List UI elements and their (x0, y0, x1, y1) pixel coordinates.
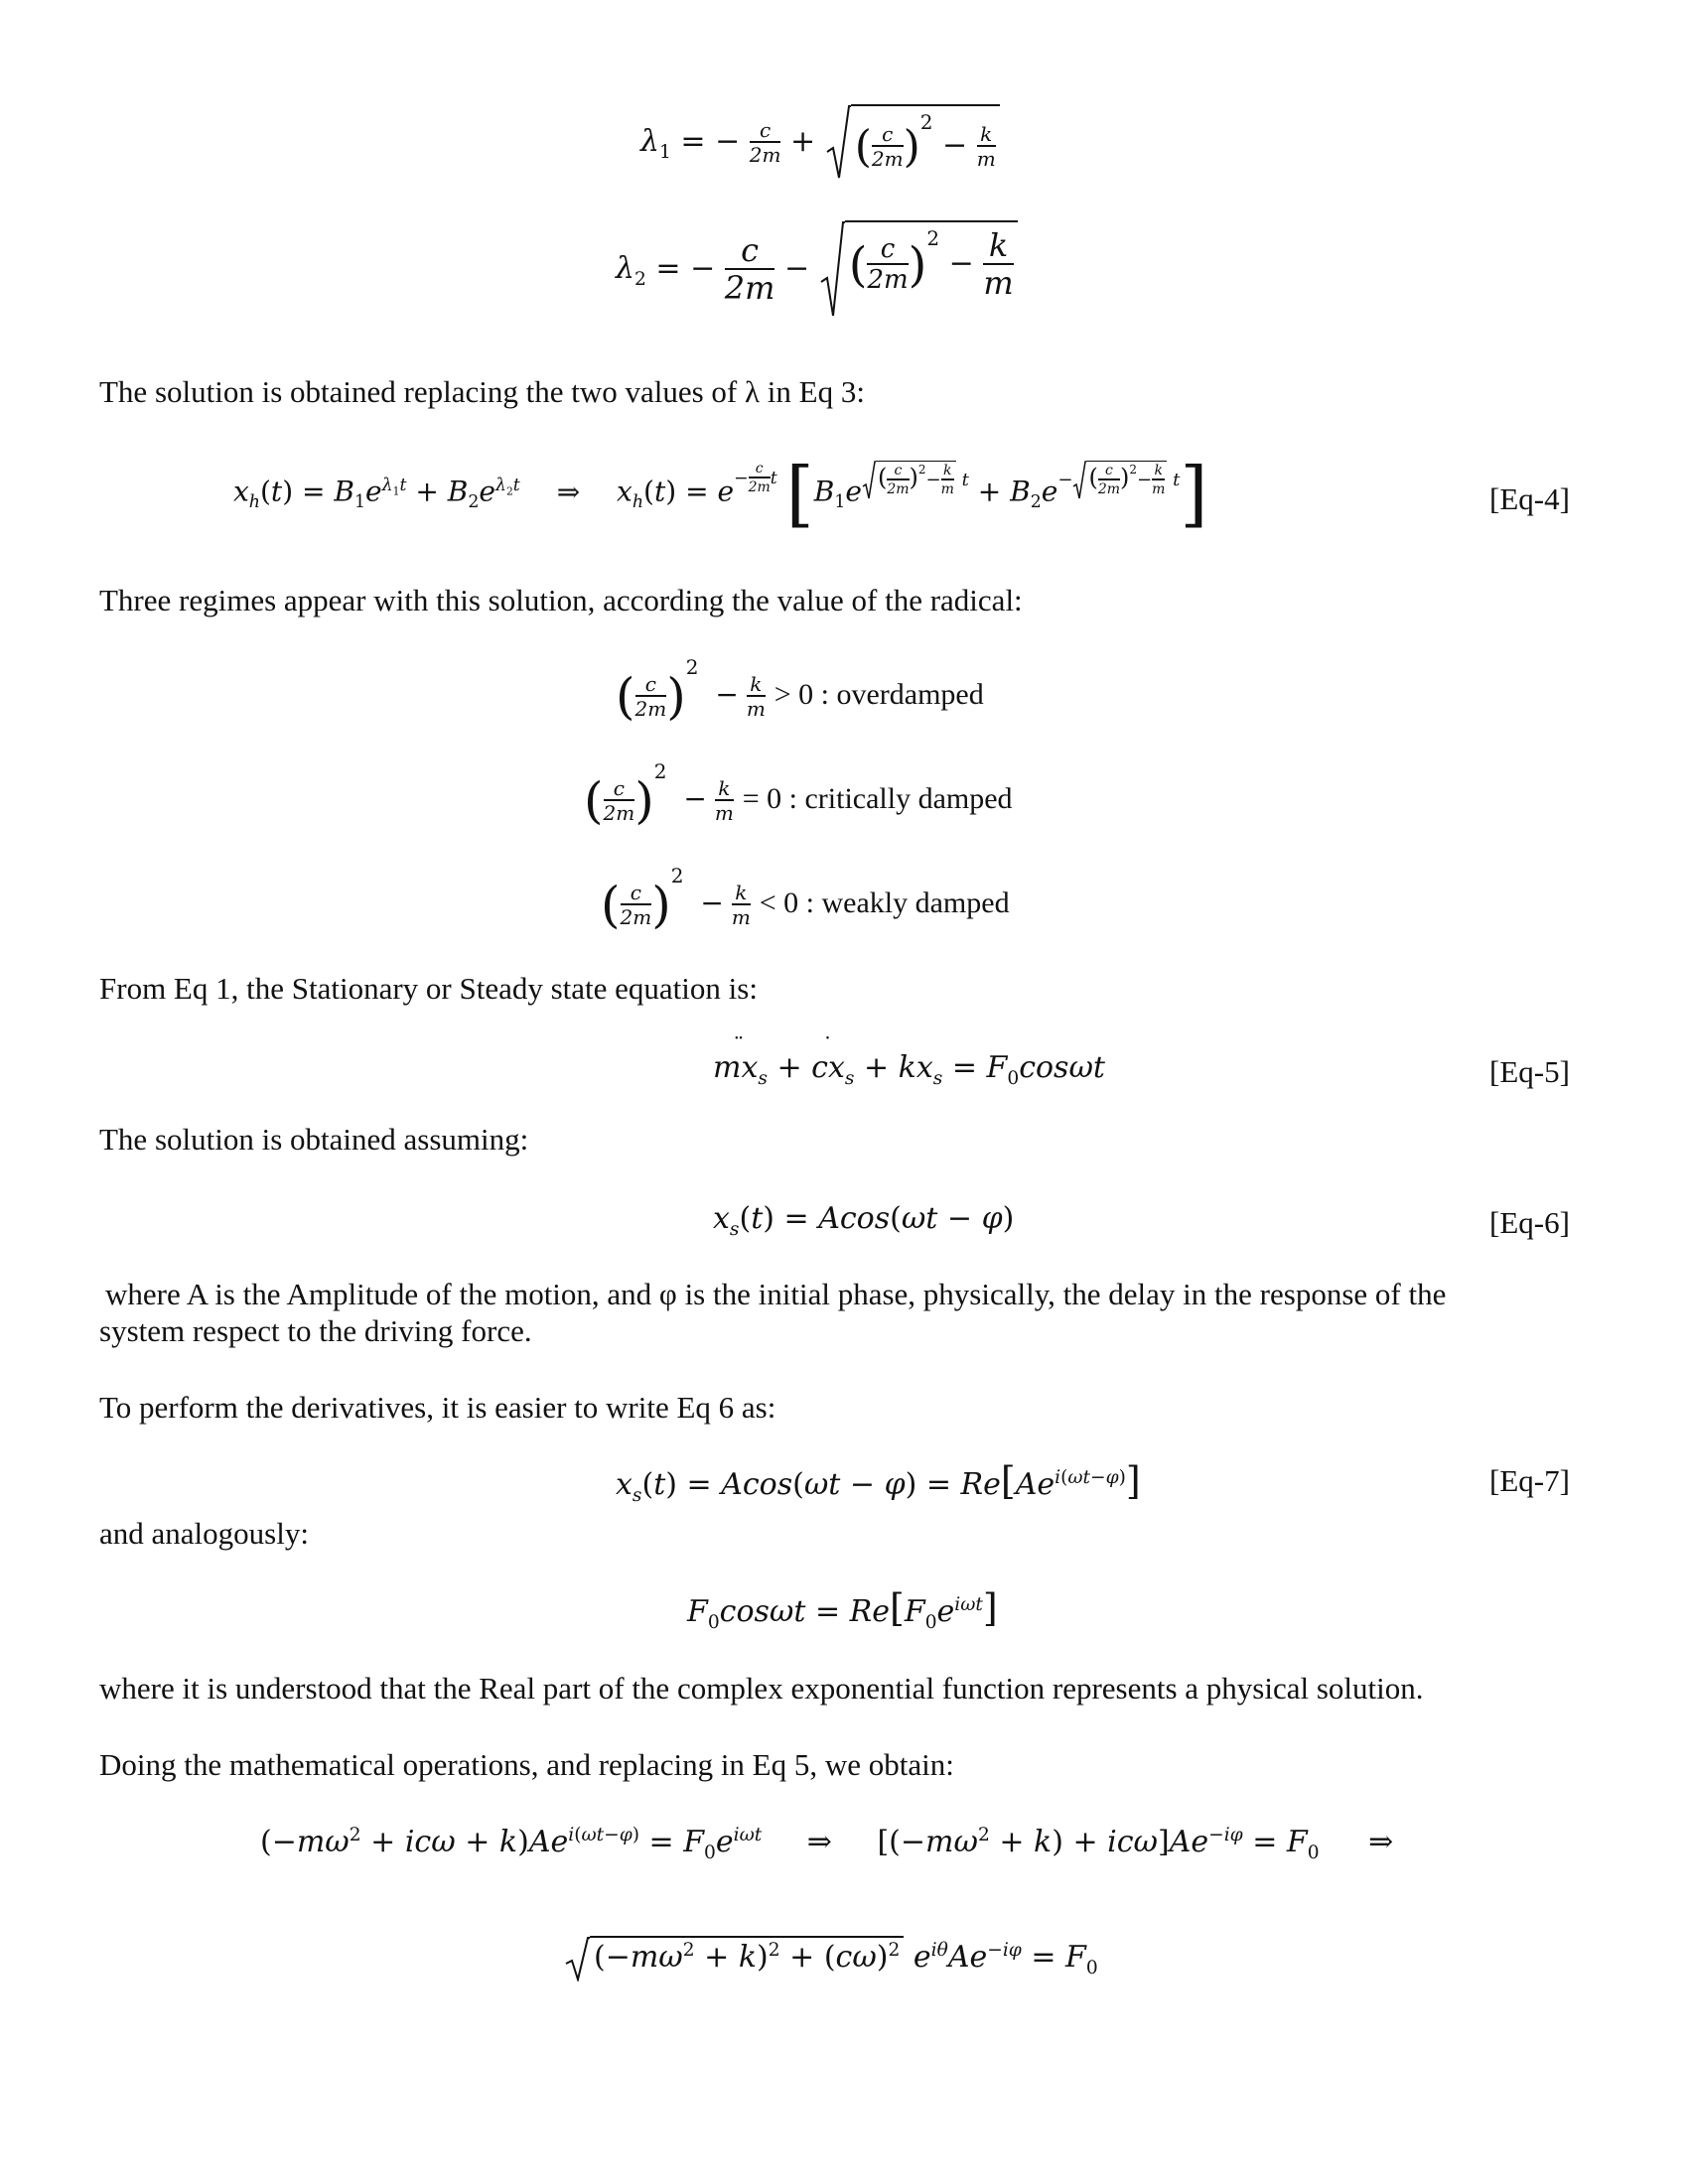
equation-number-eq7: [Eq-7] (1489, 1463, 1570, 1498)
paragraph-amplitude-line2: system respect to the driving force. (99, 1313, 532, 1348)
equation-eq4: $x_h(t) = B_1e^{\lambda_1t} + B_2e^{\lambda_2t}$ ⇒ $x_h(t) = e^{- \frac{c}{2m} t}$ [$B_1e$ $^{( \frac{c}{2m} )^2- \frac{k}{m} t} + B_2e^{- ( \frac{c}{2m} )^2- \frac{k}{m} t}$] (233, 452, 1208, 535)
regime-weakly-damped: ( $\frac{c}{2m}$ )$^2$ − $\frac{k}{m}$ < 0 : weakly damped (601, 864, 1010, 934)
equation-substitution: $(-m\omega^2 + ic\omega + k)Ae^{i(\omega t-\varphi)} = F_0e^{i\omega t}$ ⇒ $[(-m\omega^2 + k) + ic\omega]Ae^{-i\varphi} = F_0$ ⇒ (260, 1825, 1394, 1863)
equation-forcing: $F_0\cos\omega t = Re[F_0e^{i\omega t}]$ (687, 1586, 998, 1633)
equation-eq6: $x_s(t) = Acos(\omega t - \varphi)$ (713, 1201, 1015, 1240)
paragraph-mathematical-operations: Doing the mathematical operations, and replacing in Eq 5, we obtain: (99, 1747, 954, 1782)
regime-critically-damped: ( $\frac{c}{2m}$ )$^2$ − $\frac{k}{m}$ = 0 : critically damped (584, 759, 1013, 830)
paragraph-three-regimes: Three regimes appear with this solution, according the value of the radical: (99, 583, 1023, 617)
equation-eq5: mx $_s$ + cx $_s + kx_s = F_0\cos\omega t$ (713, 1050, 1105, 1089)
equation-lambda1: $\lambda_1$ = − $\frac{c}{2m}$ + ( $\frac{c}{2m}$ )$^2$ − $\frac{k}{m}$ (640, 104, 1000, 182)
paragraph-steady-state: From Eq 1, the Stationary or Steady state equation is: (99, 971, 758, 1006)
paragraph-derivatives: To perform the derivatives, it is easier to write Eq 6 as: (99, 1390, 776, 1425)
regime-overdamped: ( $\frac{c}{2m}$ )$^2$ − $\frac{k}{m}$ > 0 : overdamped (616, 655, 984, 726)
equation-eq7: $x_s(t) = Acos(\omega t - \varphi) = Re[Ae^{i(\omega t-\varphi)}]$ (616, 1459, 1141, 1506)
regime-overdamped-label: > 0 : overdamped (774, 678, 984, 711)
equation-modulus: $(-m\omega^2 + k)^2 + (c\omega)^2$ $e^{i\theta}Ae^{-i\varphi} = F_0$ (564, 1936, 1098, 1981)
paragraph-analogously: and analogously: (99, 1516, 309, 1551)
regime-weakly-damped-label: < 0 : weakly damped (759, 887, 1010, 919)
regime-critically-damped-label: = 0 : critically damped (742, 782, 1013, 815)
paragraph-amplitude-line1: where A is the Amplitude of the motion, and φ is the initial phase, physically, the delay in the response of the (105, 1277, 1447, 1311)
paragraph-assuming: The solution is obtained assuming: (99, 1122, 529, 1157)
equation-number-eq6: [Eq-6] (1489, 1205, 1570, 1240)
equation-lambda2: $\lambda_2$ = − $\frac{c}{2m}$ − ( $\frac{c}{2m}$ )$^2$ − $\frac{k}{m}$ (616, 220, 1018, 320)
equation-number-eq4: [Eq-4] (1489, 481, 1570, 516)
paragraph-real-part: where it is understood that the Real part of the complex exponential function represents a physical solution. (99, 1671, 1424, 1706)
paragraph-solution-intro: The solution is obtained replacing the two values of λ in Eq 3: (99, 374, 865, 409)
equation-number-eq5: [Eq-5] (1489, 1054, 1570, 1089)
